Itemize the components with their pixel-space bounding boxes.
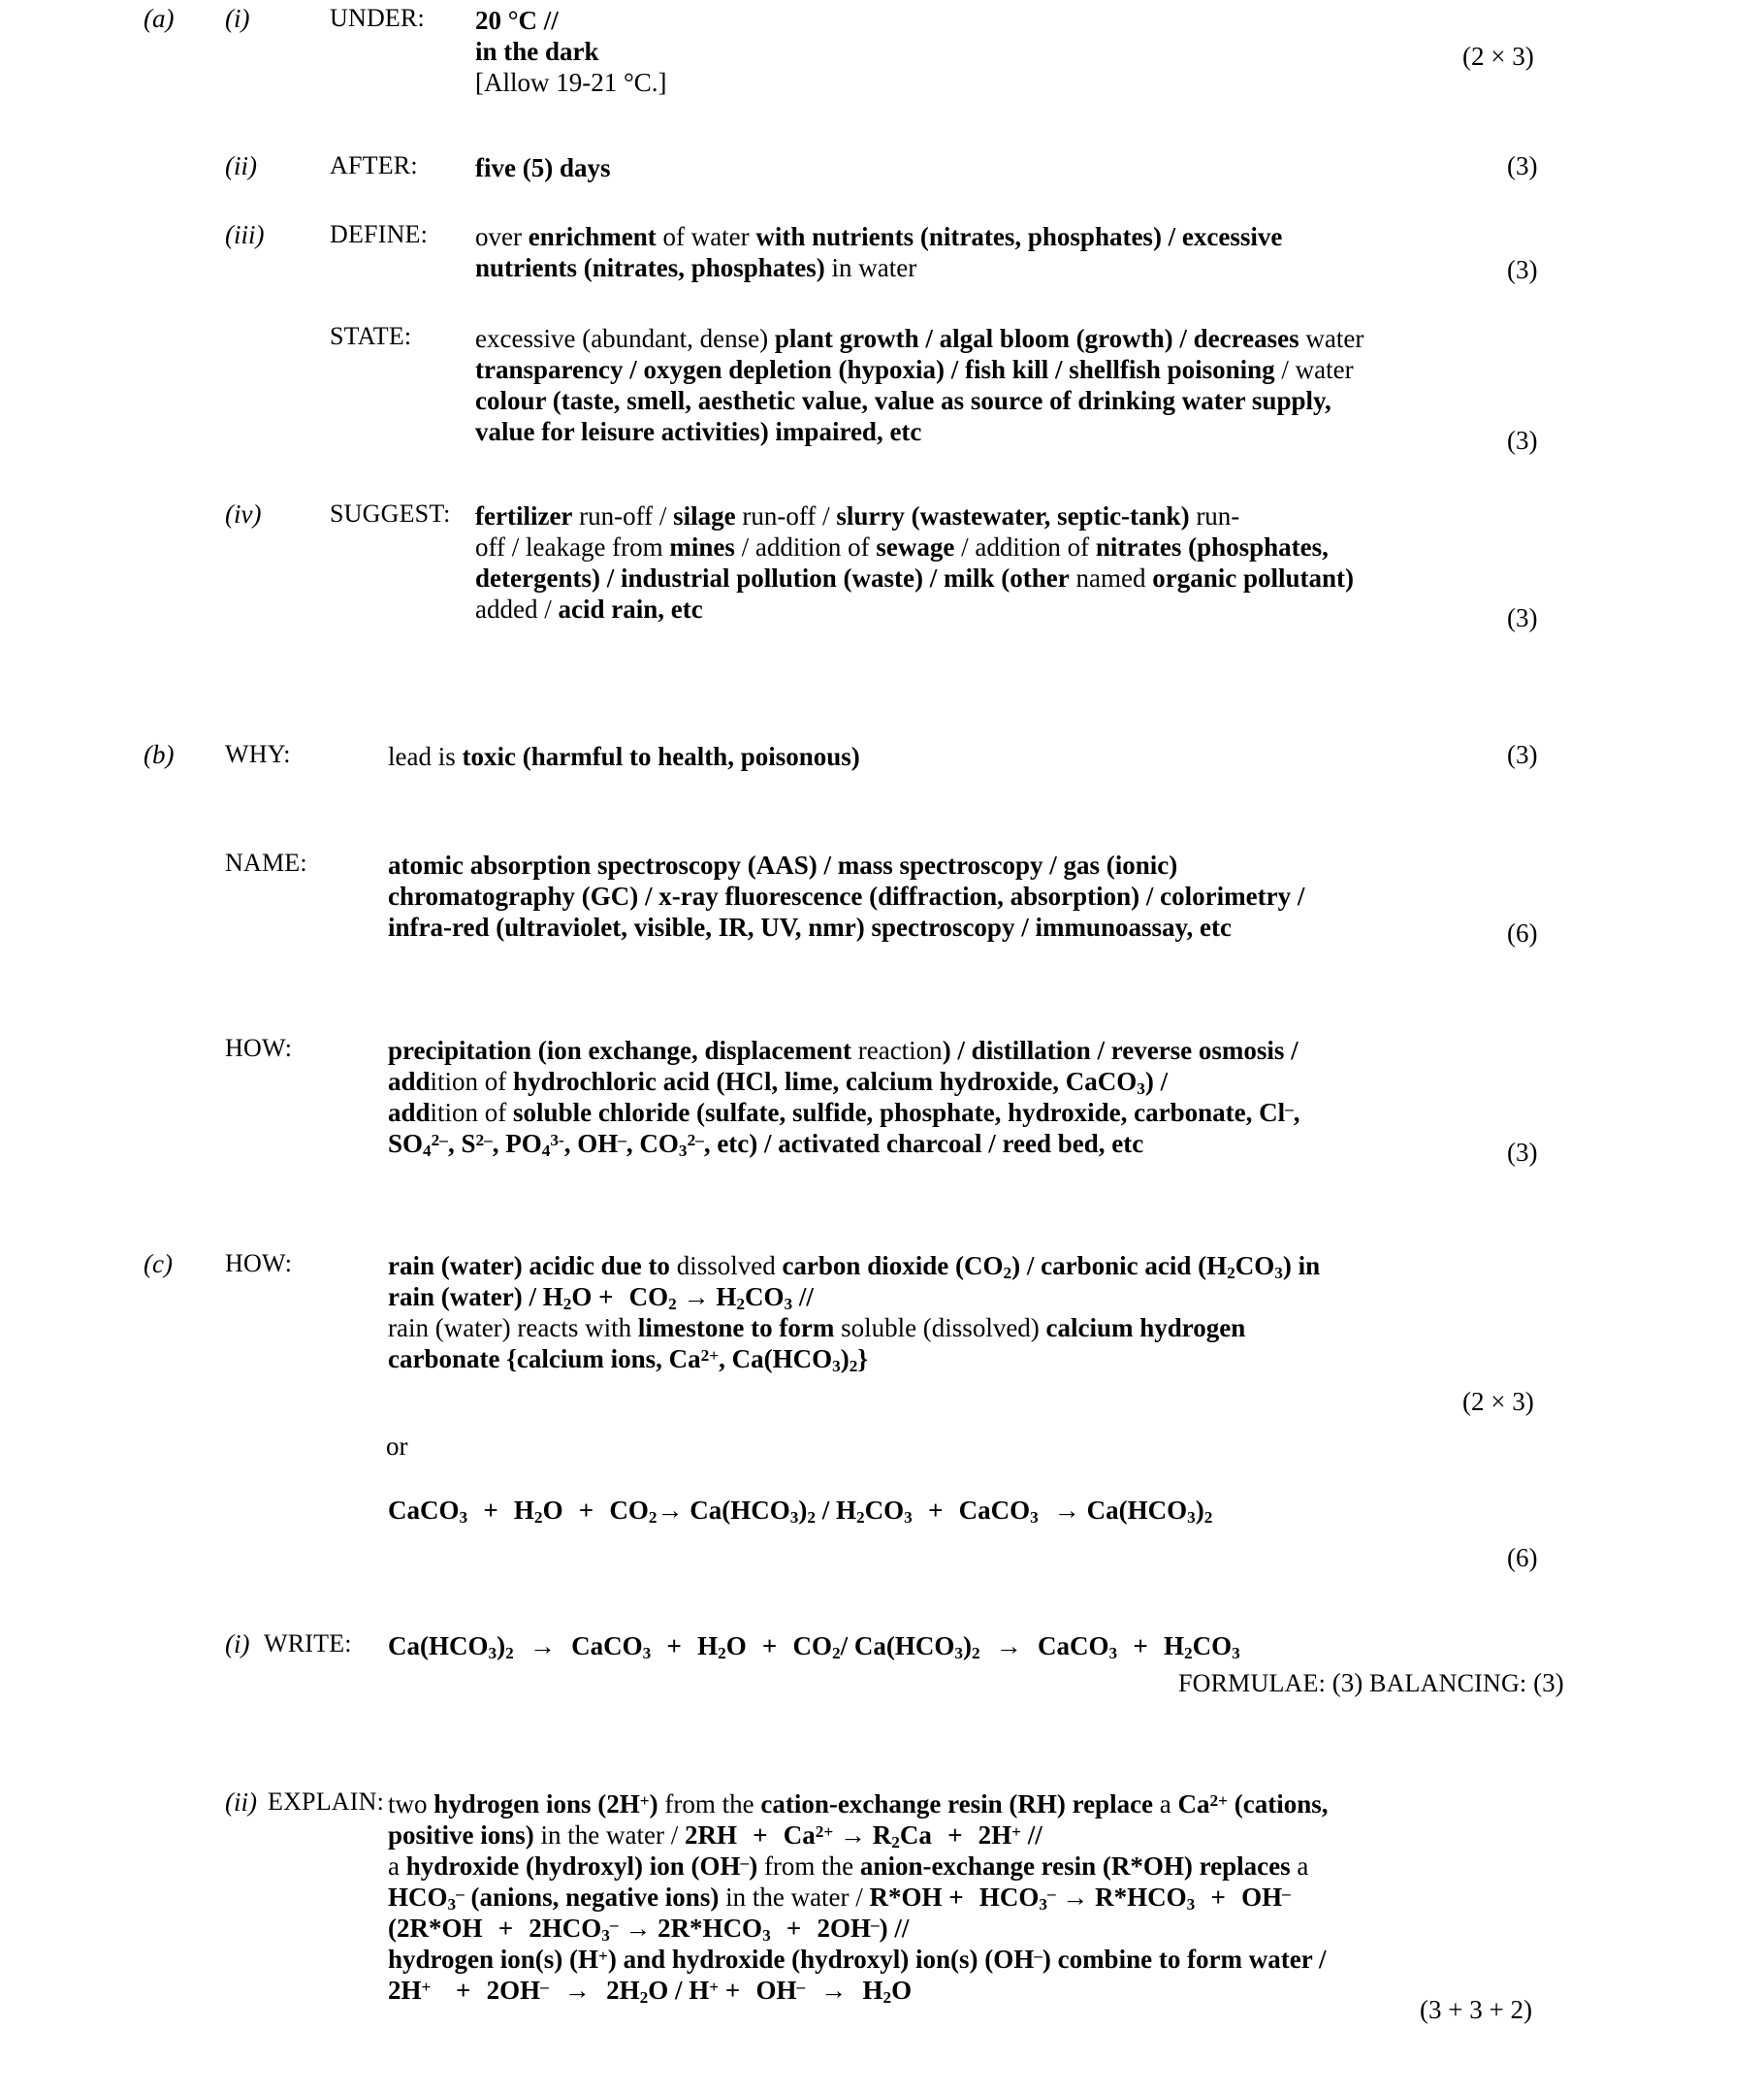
roman-label-a-i: (i) bbox=[225, 4, 250, 33]
answer-text-a-state: excessive (abundant, dense) plant growth / algal bloom (growth) / decreases water transparency / oxygen depletion (hypoxia) / fish kill / shellfish poisoning / water colour (taste, smell, aesthetic value, value as source of drinking water supply, value for leisure activities) impaired, etc bbox=[475, 324, 1364, 446]
cue-write: WRITE: bbox=[264, 1629, 352, 1658]
cue-state: STATE: bbox=[330, 322, 412, 350]
formulae-label: FORMULAE: bbox=[1178, 1669, 1327, 1697]
cue-under: UNDER: bbox=[330, 4, 425, 32]
marks-a-state: (3) bbox=[1507, 426, 1538, 455]
part-label-a: (a) bbox=[144, 4, 175, 33]
marks-b-why: (3) bbox=[1507, 740, 1538, 769]
answer-text-b-name: atomic absorption spectroscopy (AAS) / mass spectroscopy / gas (ionic) chromatography (GC) / x-ray fluorescence (diffraction, absorption) / colorimetry / infra-red (ultraviolet, visible, IR, UV, nmr) spectroscopy / immunoassay, etc bbox=[388, 851, 1305, 942]
roman-label-a-ii: (ii) bbox=[225, 151, 257, 180]
marks-b-how: (3) bbox=[1507, 1138, 1538, 1167]
answer-text-a-ii: five (5) days bbox=[475, 153, 611, 182]
roman-label-c-i: (i) bbox=[225, 1629, 250, 1658]
part-label-b: (b) bbox=[144, 740, 175, 769]
marks-c-ii: (3 + 3 + 2) bbox=[1420, 1995, 1532, 2024]
marks-a-iii: (3) bbox=[1507, 255, 1538, 284]
cue-name: NAME: bbox=[225, 849, 307, 877]
marks-a-ii: (3) bbox=[1507, 151, 1538, 180]
marks-balancing: (3) bbox=[1533, 1668, 1564, 1697]
answer-text-c-ii: two hydrogen ions (2H+) from the cation-exchange resin (RH) replace a $Ca^{2+}$ (cations, positive ions) in the water / $2RH + Ca^{2+} \to R_2Ca + 2H^+$ // a hydroxide (hydroxyl) ion (OH–) from the anion-exchange resin (R*OH) replaces a $HCO_3^-$ (anions, negative ions) in the water / $R*OH + HCO_3^- \to R*HCO_3 + OH^-$ $(2R*OH + 2HCO_3^- \to 2R*HCO_3 + 2OH^-)$ // hydrogen ion(s) (H+) and hydroxide (hydroxyl) ion(s) (OH–) combine to form water / $2H^+ + 2OH^- \to 2H_2O / H^+ + OH^- \to H_2O$ bbox=[388, 1789, 1329, 2008]
marks-b-name: (6) bbox=[1507, 918, 1538, 948]
cue-how-b: HOW: bbox=[225, 1034, 293, 1062]
answer-text-b-why: lead is toxic (harmful to health, poisonous) bbox=[388, 742, 860, 771]
cue-suggest: SUGGEST: bbox=[330, 499, 451, 528]
marks-formulae: (3) bbox=[1331, 1668, 1363, 1697]
roman-label-a-iii: (iii) bbox=[225, 220, 265, 249]
marks-c-how-equation: (6) bbox=[1507, 1543, 1538, 1572]
or-separator: or bbox=[386, 1432, 408, 1461]
part-label-c: (c) bbox=[144, 1249, 173, 1278]
cue-why: WHY: bbox=[225, 740, 291, 768]
marks-c-how: (2 × 3) bbox=[1462, 1387, 1534, 1416]
answer-text-c-how: rain (water) acidic due to dissolved carbon dioxide $(CO_2)$ / carbonic acid $(H_2CO_3)$ in rain (water) / $H_2O + CO_2 \to H_2CO_3$ // rain (water) reacts with limestone to form soluble (dissolved) calcium hydrogen carbonate {calcium ions, $Ca^{2+}$, $Ca(HCO_3)_2$} bbox=[388, 1251, 1321, 1376]
answer-text-a-i: 20 °C // in the dark [Allow 19-21 °C.] bbox=[475, 6, 667, 97]
marks-a-iv: (3) bbox=[1507, 603, 1538, 632]
marks-c-i-breakdown bbox=[1178, 1670, 1564, 1696]
roman-label-c-ii: (ii) bbox=[225, 1787, 257, 1817]
roman-label-a-iv: (iv) bbox=[225, 499, 262, 529]
cue-explain: EXPLAIN: bbox=[268, 1787, 385, 1816]
cue-how-c: HOW: bbox=[225, 1249, 293, 1277]
answer-text-a-iv: fertilizer run-off / silage run-off / slurry (wastewater, septic-tank) run- off / leakage from mines / addition of sewage / addition of nitrates (phosphates, detergents) / industrial pollution (waste) / milk (other named organic pollutant) added / acid rain, etc bbox=[475, 501, 1354, 624]
equation-c-how: CaCO$_3$ + $H_2O + CO_2\to Ca(HCO_3)_2 / H_2CO_3$ + CaCO$_3$ → $Ca(HCO_3)_2$ bbox=[388, 1496, 1213, 1528]
cue-define: DEFINE: bbox=[330, 220, 429, 248]
answer-text-b-how: precipitation (ion exchange, displacement reaction) / distillation / reverse osmosis / addition of hydrochloric acid (HCl, lime, calcium hydroxide, CaCO$_3$) / addition of soluble chloride (sulfate, sulfide, phosphate, hydroxide, carbonate, Cl–, $SO_4^{2-}$, $S^{2-}$, $PO_4^{3-}$, OH–, $CO_3^{2-}$, etc) / activated charcoal / reed bed, etc bbox=[388, 1036, 1300, 1161]
marks-a-i: (2 × 3) bbox=[1462, 42, 1534, 71]
cue-after: AFTER: bbox=[330, 151, 418, 179]
answer-text-c-i: $Ca(HCO_3)_2$ → CaCO$_3$ + $H_2O + CO_2/$ $Ca(HCO_3)_2$ → CaCO$_3$ + $H_2CO_3$ bbox=[388, 1631, 1240, 1663]
balancing-label: BALANCING: bbox=[1369, 1669, 1527, 1697]
answer-text-a-iii: over enrichment of water with nutrients (nitrates, phosphates) / excessive nutrients (nitrates, phosphates) in water bbox=[475, 222, 1283, 282]
